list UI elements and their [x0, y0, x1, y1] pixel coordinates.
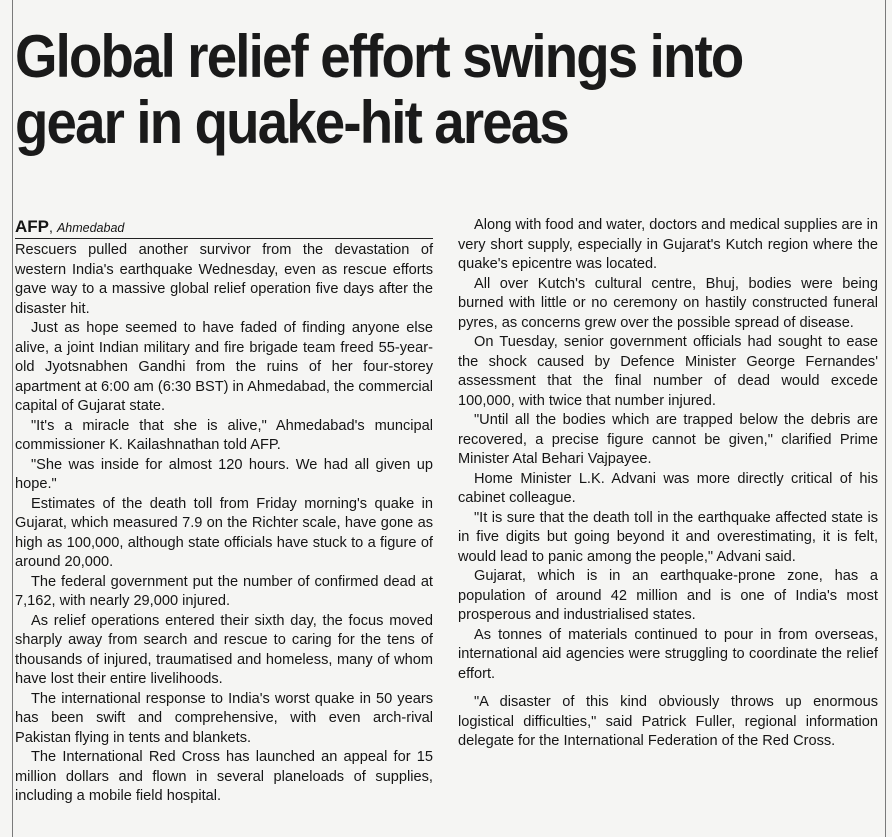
headline	[15, 24, 805, 156]
paragraph: The International Red Cross has launched an appeal for 15 million dollars and flown in several planeloads of supplies, including a mobile field hospital.	[15, 749, 433, 804]
left-column-rule	[12, 0, 13, 837]
paragraph: Gujarat, which is in an earthquake-prone zone, has a population of around 42 million and is one of India's most prosperous and industrialised states.	[458, 568, 878, 623]
paragraph: As tonnes of materials continued to pour in from overseas, international aid agencies were struggling to coordinate the relief effort.	[458, 626, 878, 682]
paragraph: As relief operations entered their sixth day, the focus moved sharply away from search and rescue to caring for the tens of thousands of injured, traumatised and homeless, many of whom have lost their entire livelihoods.	[15, 612, 433, 687]
headline-line-1: Global relief effort swings into	[15, 23, 743, 90]
paragraph: "It's a miracle that she is alive," Ahmedabad's muncipal commissioner K. Kailashnathan told AFP.	[15, 417, 433, 453]
paragraph: All over Kutch's cultural centre, Bhuj, bodies were being burned with little or no ceremony on hastily constructed funeral pyres, as concerns grew over the possible spread of disease.	[458, 275, 878, 331]
byline-agency: AFP	[15, 217, 49, 236]
paragraph: The international response to India's worst quake in 50 years has been swift and comprehensive, with even arch-rival Pakistan flying in tents and blankets.	[15, 690, 433, 746]
paragraph: The federal government put the number of confirmed dead at 7,162, with nearly 29,000 injured.	[15, 573, 433, 609]
paragraph: "A disaster of this kind obviously throws up enormous logistical difficulties," said Patrick Fuller, regional information delegate for the International Federation of the Red Cross.	[458, 694, 878, 749]
article-left-column	[15, 216, 433, 807]
paragraph: "It is sure that the death toll in the earthquake affected state is in five digits but going beyond it and overestimating, it is felt, would lead to panic among the people," Advani said.	[458, 509, 878, 565]
paragraph: Rescuers pulled another survivor from the devastation of western India's earthquake Wednesday, even as rescue efforts gave way to a massive global relief operation five days after the disaster hit.	[15, 242, 433, 317]
paragraph: On Tuesday, senior government officials had sought to ease the shock caused by Defence Minister George Fernandes' assessment that the final number of dead would excede 100,000, with twice that number injured.	[458, 334, 878, 409]
paragraph: "Until all the bodies which are trapped below the debris are recovered, a precise figure cannot be given," clarified Prime Minister Atal Behari Vajpayee.	[458, 412, 878, 467]
paragraph: "She was inside for almost 120 hours. We had all given up hope."	[15, 456, 433, 492]
paragraph: Home Minister L.K. Advani was more directly critical of his cabinet colleague.	[458, 470, 878, 506]
paragraph: Along with food and water, doctors and medical supplies are in very short supply, especially in Gujarat's Kutch region where the quake's epicentre was located.	[458, 217, 878, 272]
byline-separator: ,	[49, 219, 53, 235]
headline-line-2: gear in quake-hit areas	[15, 89, 568, 156]
article-right-column	[458, 216, 878, 752]
paragraph: Estimates of the death toll from Friday morning's quake in Gujarat, which measured 7.9 on the Richter scale, have gone as high as 100,000, although state officials have stuck to a figure of around 20,000.	[15, 495, 433, 570]
byline-place: Ahmedabad	[56, 221, 125, 235]
paragraph: Just as hope seemed to have faded of finding anyone else alive, a joint Indian military and fire brigade team freed 55-year-old Jyotsnabhen Gandhi from the ruins of her four-storey apartment at 6:00 am (6:30 BST) in Ahmedabad, the commercial capital of Gujarat state.	[15, 320, 433, 414]
byline	[15, 216, 433, 239]
right-column-rule	[885, 0, 886, 837]
